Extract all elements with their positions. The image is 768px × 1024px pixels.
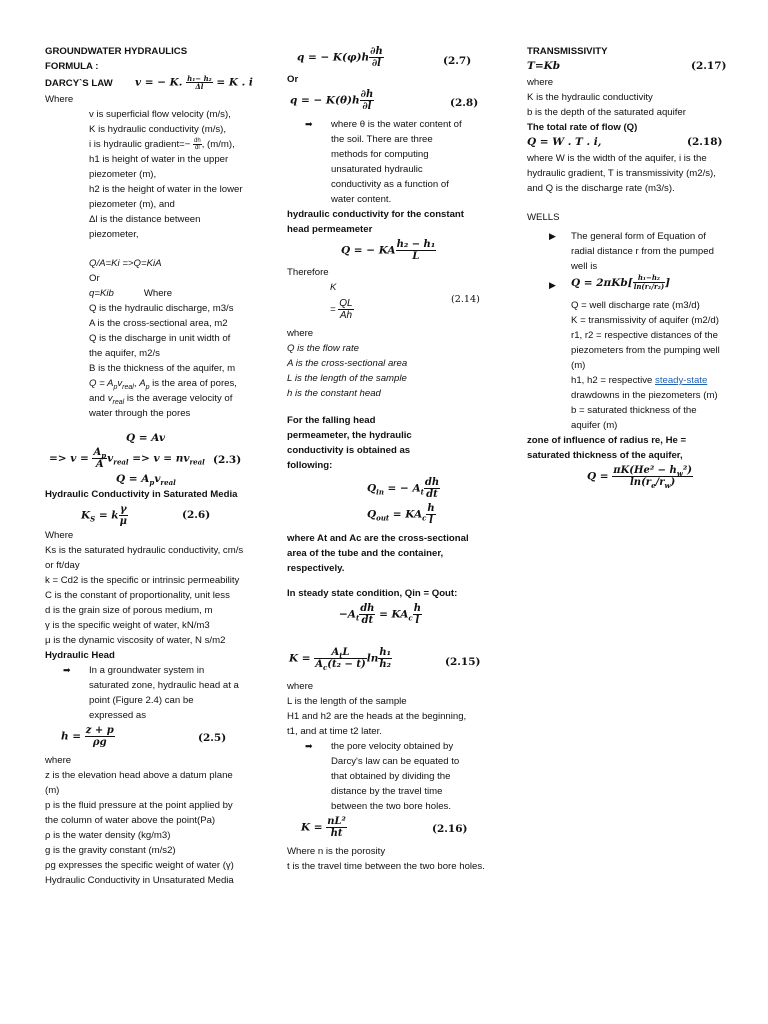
- def-z: z is the elevation head above a datum plane (m): [45, 770, 233, 796]
- head-bullet: ➡ In a groundwater system in saturated zone, hydraulic head at a point (Figure 2.4) can be expressed as: [63, 665, 239, 721]
- darcy-definitions: [45, 107, 250, 242]
- eq-q-av: Q = Av: [126, 432, 166, 444]
- eq-k-falling: K = $\frac{A_tL}{A_c(t_2 - t)}$ ln $\frac{\text{h₁}}{\text{h₂}}$: [289, 647, 391, 672]
- def-h2: h2 is the height of water in the lower: [89, 184, 243, 195]
- def-i: i is hydraulic gradient=− $\frac{dh}{dl}$ , (m/m),: [89, 137, 235, 151]
- equation-2-15: [287, 645, 492, 679]
- eq-q-zone: Q = $\frac{\pi K(He^2 - h_w^2)}{\ln(r_e/r_w)}$: [587, 465, 692, 490]
- def-length: L is the length of the sample: [287, 373, 407, 384]
- eq-number-2-16: (2.16): [432, 823, 468, 835]
- def-well-b: b = saturated thickness of the aquifer (m): [571, 405, 697, 431]
- def-well-q: Q = well discharge rate (m3/d): [571, 300, 700, 311]
- equation-2-7: [287, 44, 492, 72]
- def-rho: ρ is the water density (kg/m3): [45, 830, 171, 841]
- def-dl-b: piezometer,: [89, 229, 139, 240]
- def-pores: water through the pores: [89, 408, 191, 419]
- eq-number-2-8: (2.8): [450, 97, 479, 109]
- equation-2-16: [287, 814, 492, 844]
- steady-state-link[interactable]: steady-state: [655, 375, 708, 386]
- equation-2-18: [527, 135, 732, 151]
- eq-q-ka: Q = − KA $\frac{\text{h₂ − h₁}}{L}$: [341, 239, 436, 262]
- eq-number-2-17: (2.17): [691, 60, 727, 72]
- well-bullet: ▶ The general form of Equation of radial distance r from the pumped well is: [549, 231, 714, 272]
- def-c: C is the constant of proportionality, unit less: [45, 590, 230, 601]
- eq-number-2-3: (2.3): [213, 454, 242, 466]
- pore-velocity-bullet: ➡ the pore velocity obtained by Darcy's law can be equated to that obtained by dividing the distance by the travel time between the two bore holes.: [305, 741, 460, 812]
- def-ks: Ks is the saturated hydraulic conductivity, cm/s: [45, 545, 244, 556]
- eq-k-frac: = $\frac{QL}{Ah}$: [330, 298, 353, 321]
- eq-q-apvreal: $Q = A_pv_{real}$: [116, 473, 176, 488]
- column-1: [45, 44, 253, 888]
- eq-ks: $K_S = k$ $\frac{\gamma}{\mu}$: [81, 504, 127, 527]
- eq-t-kb: T=Kb: [527, 60, 561, 72]
- where-label-4: where: [287, 328, 314, 339]
- transmissivity-title: TRANSMISSIVITY: [527, 46, 608, 57]
- eq-k-sym: K: [330, 282, 337, 293]
- equation-steady: [287, 601, 492, 631]
- def-flow-rate: Q is the flow rate: [287, 343, 359, 354]
- eq-steady: $-A_t$ $\frac{dh}{dt}$ = $KA_c$ $\frac{h}{l}$: [339, 603, 421, 626]
- or-label: Or: [89, 273, 100, 284]
- def-a: A is the cross-sectional area, m2: [89, 318, 228, 329]
- column-3: [527, 44, 732, 493]
- def-q: Q is the hydraulic discharge, m3/s: [89, 303, 234, 314]
- def-depth-b: b is the depth of the saturated aquifer: [527, 107, 686, 118]
- triangle-bullet-icon: ▶: [549, 231, 556, 241]
- flow-description: where W is the width of the aquifer, i is the hydraulic gradient, T is transmissivity (m2/s), and Q is the discharge rate (m3/s).: [527, 153, 716, 194]
- def-vreal: and $v_{real}$ is the average velocity of: [89, 393, 233, 406]
- eq-number-2-5: (2.5): [198, 732, 227, 744]
- def-gamma: γ is the specific weight of water, kN/m3: [45, 620, 210, 631]
- def-r1-r2: r1, r2 = respective distances of the piezometers from the pumping well (m): [571, 330, 720, 371]
- section-heading: GROUNDWATER HYDRAULICS: [45, 46, 188, 57]
- def-mu: μ is the dynamic viscosity of water, N s/m2: [45, 635, 226, 646]
- def-rhog: ρg expresses the specific weight of water (γ): [45, 860, 234, 871]
- def-q-unit: Q is the discharge in unit width of: [89, 333, 231, 344]
- equation-2-5: [45, 723, 250, 753]
- wells-title: WELLS: [527, 212, 560, 223]
- equation-2-6: [45, 502, 250, 528]
- darcy-equation: v = − K. $\frac{\text{h₁− h₂}}{\Delta l}$ = K . i: [135, 74, 253, 91]
- where-label-5: where: [287, 681, 314, 692]
- eq-k-porosity: K = $\frac{\text{nL²}}{ht}$: [301, 816, 346, 839]
- equation-constant-head: [287, 237, 492, 265]
- arrow-bullet-icon: ➡: [305, 741, 313, 751]
- def-porosity: Where n is the porosity: [287, 846, 386, 857]
- def-head: h is the constant head: [287, 388, 381, 399]
- def-k: K is hydraulic conductivity (m/s),: [89, 124, 227, 135]
- well-equation-row: [527, 274, 732, 298]
- hydraulic-conductivity-saturated-title: Hydraulic Conductivity in Saturated Media: [45, 489, 238, 500]
- unsaturated-title: Hydraulic Conductivity in Unsaturated Media: [45, 875, 234, 886]
- where-label-3: where: [45, 755, 72, 766]
- head-definitions: [45, 768, 243, 873]
- where-label-2: Where: [45, 530, 74, 541]
- triangle-bullet-icon: ▶: [549, 280, 556, 290]
- constant-head-title: hydraulic conductivity for the constant head permeameter: [287, 209, 464, 235]
- eq-number-2-18: (2.18): [687, 136, 723, 148]
- falling-head-title: For the falling head permeameter, the hydraulic conductivity is obtained as following:: [287, 415, 412, 471]
- def-sample-length: L is the length of the sample: [287, 696, 407, 707]
- equation-qin-qout: [287, 473, 492, 531]
- formula-label: FORMULA :: [45, 61, 99, 72]
- def-d: d is the grain size of porous medium, m: [45, 605, 213, 616]
- def-dl: Δl is the distance between: [89, 214, 201, 225]
- def-g: g is the gravity constant (m/s2): [45, 845, 176, 856]
- def-t1-t2: t1, and at time t2 later.: [287, 726, 382, 737]
- arrow-bullet-icon: ➡: [305, 119, 313, 129]
- eq-qin: $Q_{in}$ = − $A_t$ $\frac{dh}{dt}$: [367, 477, 440, 500]
- total-flow-title: The total rate of flow (Q): [527, 122, 638, 133]
- def-b: B is the thickness of the aquifer, m: [89, 363, 236, 374]
- equation-2-14: [287, 280, 492, 326]
- def-h1-h2: H1 and h2 are the heads at the beginning,: [287, 711, 467, 722]
- equation-zone: [527, 463, 732, 493]
- def-h1-b: piezometer (m),: [89, 169, 157, 180]
- hydraulic-head-title: Hydraulic Head: [45, 650, 115, 661]
- steady-state-label: In steady state condition, Qin = Qout:: [287, 588, 458, 599]
- def-q-unit-b: the aquifer, m2/s: [89, 348, 160, 359]
- eq-number-2-6: (2.6): [182, 509, 211, 521]
- discharge-block: [45, 256, 250, 421]
- therefore-label: Therefore: [287, 267, 329, 278]
- def-h2-b: piezometer (m), and: [89, 199, 175, 210]
- eq-qout: $Q_{out} = KA_c$ $\frac{h}{l}$: [367, 503, 435, 526]
- eq-q-wti: Q = W . T . i,: [527, 136, 602, 148]
- where-label: Where: [45, 94, 74, 105]
- def-hydraulic-k: K is the hydraulic conductivity: [527, 92, 653, 103]
- darcy-law-row: [45, 74, 253, 92]
- def-h1: h1 is height of water in the upper: [89, 154, 229, 165]
- def-well-h: h1, h2 = respective steady-state drawdowns in the piezometers (m): [571, 375, 718, 401]
- well-definitions: [527, 298, 721, 433]
- def-well-k: K = transmissivity of aquifer (m2/d): [571, 315, 719, 326]
- def-k-perm: k = Cd2 is the specific or intrinsic permeability: [45, 575, 240, 586]
- eq-q-theta: q = − K(θ)h $\frac{\partial h}{\partial l}$: [290, 89, 374, 112]
- eq-h: h = $\frac{z + p}{\rho g}$: [61, 725, 114, 748]
- def-v: v is superficial flow velocity (m/s),: [89, 109, 231, 120]
- def-p: p is the fluid pressure at the point applied by the column of water above the point(Pa): [45, 800, 233, 826]
- def-ks-b: or ft/day: [45, 560, 80, 571]
- theta-bullet: ➡ where θ is the water content of the soil. There are three methods for computing unsaturated hydraulic conductivity as a function of water content.: [305, 119, 462, 205]
- column-2: [287, 44, 492, 874]
- darcy-label: DARCY`S LAW: [45, 78, 113, 89]
- eq-v-nvreal: => v = $\frac{A_p}{A}$ $v_{real} => v = nv_{real}$: [49, 447, 205, 470]
- def-travel-time: t is the travel time between the two bore holes.: [287, 861, 485, 872]
- eq-q-well: Q = 2πKb[ $\frac{\text{h₁−h₂}}{\text{ln(r₁/r₂)}}$ ]: [571, 273, 671, 291]
- equation-2-17: [527, 59, 732, 75]
- def-area: A is the cross-sectional area: [287, 358, 408, 369]
- equation-2-8: [287, 87, 492, 117]
- arrow-bullet-icon: ➡: [63, 665, 71, 675]
- eq-number-2-7: (2.7): [443, 55, 472, 67]
- equation-2-3-block: [45, 431, 250, 509]
- at-ac-definition: where At and Ac are the cross-sectional area of the tube and the container, respectively.: [287, 533, 469, 574]
- eq-number-2-14: (2.14): [451, 294, 480, 305]
- def-ap: $Q = A_pv_{real}$, $A_p$ is the area of pores,: [89, 378, 237, 391]
- q-kib-row: q=Kib Where: [89, 288, 173, 299]
- q-formula: Q/A=Ki =>Q=KiA: [89, 258, 162, 269]
- eq-q-phi: q = − K(φ)h $\frac{\partial h}{\partial l}$: [297, 46, 383, 69]
- where-label-6: where: [527, 77, 554, 88]
- eq-number-2-15: (2.15): [445, 656, 481, 668]
- or-label-2: Or: [287, 74, 299, 85]
- zone-of-influence-title: zone of influence of radius re, He = saturated thickness of the aquifer,: [527, 435, 687, 461]
